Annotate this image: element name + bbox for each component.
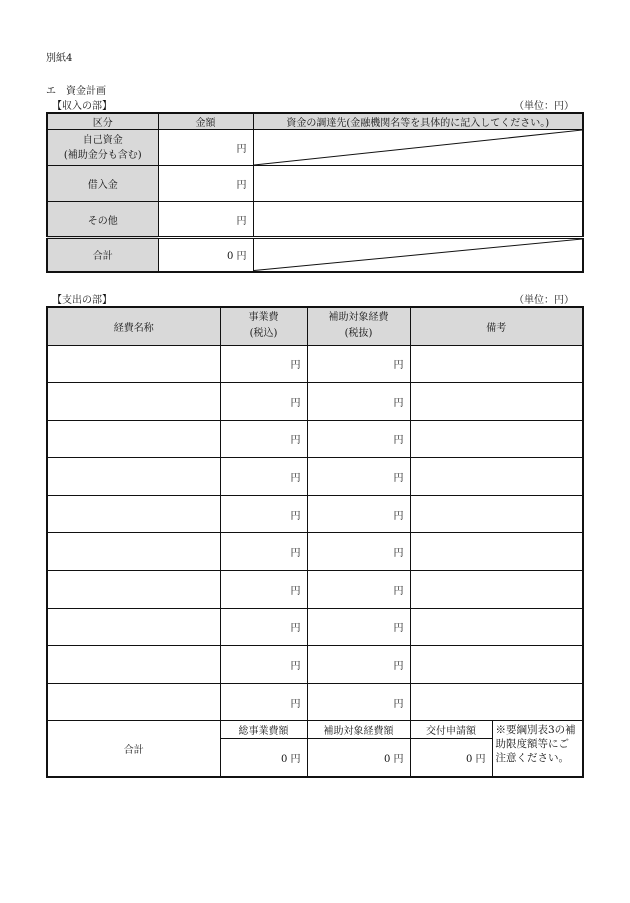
expense-total-label-row <box>47 721 583 739</box>
cost-header-line1: 事業費 <box>248 312 279 324</box>
yen-unit: 円 <box>393 473 404 485</box>
cost-cell[interactable] <box>220 420 307 458</box>
income-header-row <box>47 113 583 130</box>
cost-cell[interactable] <box>220 495 307 533</box>
expense-name-cell[interactable] <box>47 646 220 684</box>
subsidy-total-cell <box>307 739 410 777</box>
subsidy-cell[interactable] <box>307 571 410 609</box>
expense-row <box>47 646 583 684</box>
income-total-row <box>47 238 583 272</box>
subsidy-cell[interactable] <box>307 383 410 421</box>
diagonal-strike <box>254 130 583 165</box>
yen-unit: 円 <box>393 510 404 522</box>
section-title: エ 資金計画 <box>46 86 106 97</box>
income-table <box>46 112 584 273</box>
expense-name-cell[interactable] <box>47 571 220 609</box>
yen-unit: 円 <box>290 473 301 485</box>
expense-name-cell[interactable] <box>47 495 220 533</box>
amount-header: 金額 <box>158 113 253 130</box>
yen-unit: 円 <box>393 435 404 447</box>
yen-unit: 円 <box>393 754 404 766</box>
yen-unit: 円 <box>236 251 247 263</box>
yen-unit: 円 <box>290 435 301 447</box>
attachment-label: 別紙4 <box>46 53 73 64</box>
expense-name-cell[interactable] <box>47 420 220 458</box>
other-label: その他 <box>47 202 158 238</box>
grant-label: 交付申請額 <box>410 721 492 739</box>
source-header: 資金の調達先(金融機関名等を具体的に記入してください。) <box>253 113 583 130</box>
income-total-label: 合計 <box>47 238 158 272</box>
yen-unit: 円 <box>393 360 404 372</box>
expense-row <box>47 571 583 609</box>
yen-unit: 円 <box>393 585 404 597</box>
remarks-cell[interactable] <box>410 345 583 383</box>
loan-source-cell[interactable] <box>253 166 583 202</box>
expense-heading: 【支出の部】 <box>52 295 112 306</box>
remarks-cell[interactable] <box>410 420 583 458</box>
cost-header-line2: (税込) <box>249 328 278 340</box>
subsidy-cell[interactable] <box>307 345 410 383</box>
subsidy-cell[interactable] <box>307 608 410 646</box>
subsidy-total-label: 補助対象経費額 <box>307 721 410 739</box>
remarks-cell[interactable] <box>410 533 583 571</box>
yen-unit: 円 <box>393 623 404 635</box>
remarks-cell[interactable] <box>410 571 583 609</box>
expense-name-cell[interactable] <box>47 458 220 496</box>
subsidy-cell[interactable] <box>307 683 410 721</box>
own-funds-label-line1: 自己資金 <box>82 134 123 146</box>
own-funds-label <box>47 130 158 166</box>
income-heading: 【収入の部】 <box>52 101 112 112</box>
own-funds-label-line2: (補助金分も含む) <box>63 149 142 161</box>
yen-unit: 円 <box>393 661 404 673</box>
remarks-cell[interactable] <box>410 683 583 721</box>
yen-unit: 円 <box>290 510 301 522</box>
cost-cell[interactable] <box>220 345 307 383</box>
yen-unit: 円 <box>393 698 404 710</box>
own-funds-source-cell <box>253 130 583 166</box>
expense-row <box>47 495 583 533</box>
income-row-own-funds <box>47 130 583 166</box>
subsidy-cell[interactable] <box>307 495 410 533</box>
grant-cell <box>410 739 492 777</box>
cost-cell[interactable] <box>220 683 307 721</box>
expense-name-cell[interactable] <box>47 345 220 383</box>
loan-amount-cell[interactable] <box>158 166 253 202</box>
expense-row <box>47 533 583 571</box>
expense-row <box>47 345 583 383</box>
cost-header <box>220 307 307 345</box>
cost-cell[interactable] <box>220 646 307 684</box>
expense-name-header: 経費名称 <box>47 307 220 345</box>
yen-unit: 円 <box>290 360 301 372</box>
subsidy-total-value: 0 <box>383 754 391 766</box>
expense-table <box>46 306 584 778</box>
cost-cell[interactable] <box>220 608 307 646</box>
cost-cell[interactable] <box>220 383 307 421</box>
total-cost-value: 0 <box>280 754 288 766</box>
cost-cell[interactable] <box>220 571 307 609</box>
subsidy-header <box>307 307 410 345</box>
subsidy-header-line2: (税抜) <box>344 328 373 340</box>
yen-unit: 円 <box>236 215 247 227</box>
remarks-cell[interactable] <box>410 608 583 646</box>
yen-unit: 円 <box>290 698 301 710</box>
yen-unit: 円 <box>290 548 301 560</box>
yen-unit: 円 <box>290 397 301 409</box>
remarks-header: 備考 <box>410 307 583 345</box>
expense-row <box>47 458 583 496</box>
subsidy-cell[interactable] <box>307 646 410 684</box>
yen-unit: 円 <box>236 180 247 191</box>
grant-value: 0 <box>465 754 473 766</box>
own-funds-amount-cell[interactable] <box>158 130 253 166</box>
category-header: 区分 <box>47 113 158 130</box>
expense-unit: （単位：円） <box>514 295 574 306</box>
remarks-cell[interactable] <box>410 495 583 533</box>
subsidy-cell[interactable] <box>307 533 410 571</box>
other-source-cell[interactable] <box>253 202 583 238</box>
income-total-source-cell <box>253 238 583 272</box>
total-cost-label: 総事業費額 <box>220 721 307 739</box>
total-cost-cell <box>220 739 307 777</box>
expense-name-cell[interactable] <box>47 608 220 646</box>
remarks-cell[interactable] <box>410 646 583 684</box>
yen-unit: 円 <box>236 144 247 155</box>
expense-row <box>47 420 583 458</box>
limit-note: ※要綱別表3の補助限度額等にご注意ください。 <box>492 721 583 777</box>
remarks-cell[interactable] <box>410 383 583 421</box>
income-total-amount: 0 <box>226 251 234 263</box>
expense-name-cell[interactable] <box>47 533 220 571</box>
diagonal-strike <box>254 239 583 271</box>
income-total-amount-cell <box>158 238 253 272</box>
expense-header-row <box>47 307 583 345</box>
yen-unit: 円 <box>290 585 301 597</box>
income-unit: （単位：円） <box>514 101 574 112</box>
yen-unit: 円 <box>475 754 486 766</box>
cost-cell[interactable] <box>220 458 307 496</box>
yen-unit: 円 <box>290 661 301 673</box>
expense-row <box>47 608 583 646</box>
expense-row <box>47 683 583 721</box>
subsidy-cell[interactable] <box>307 420 410 458</box>
subsidy-cell[interactable] <box>307 458 410 496</box>
remarks-cell[interactable] <box>410 458 583 496</box>
yen-unit: 円 <box>393 548 404 560</box>
income-row-loan <box>47 166 583 202</box>
expense-name-cell[interactable] <box>47 383 220 421</box>
other-amount-cell[interactable] <box>158 202 253 238</box>
yen-unit: 円 <box>290 754 301 766</box>
expense-name-cell[interactable] <box>47 683 220 721</box>
loan-label: 借入金 <box>47 166 158 202</box>
expense-total-label: 合計 <box>47 721 220 777</box>
expense-row <box>47 383 583 421</box>
yen-unit: 円 <box>290 623 301 635</box>
subsidy-header-line1: 補助対象経費 <box>328 312 389 324</box>
cost-cell[interactable] <box>220 533 307 571</box>
income-row-other <box>47 202 583 238</box>
yen-unit: 円 <box>393 397 404 409</box>
